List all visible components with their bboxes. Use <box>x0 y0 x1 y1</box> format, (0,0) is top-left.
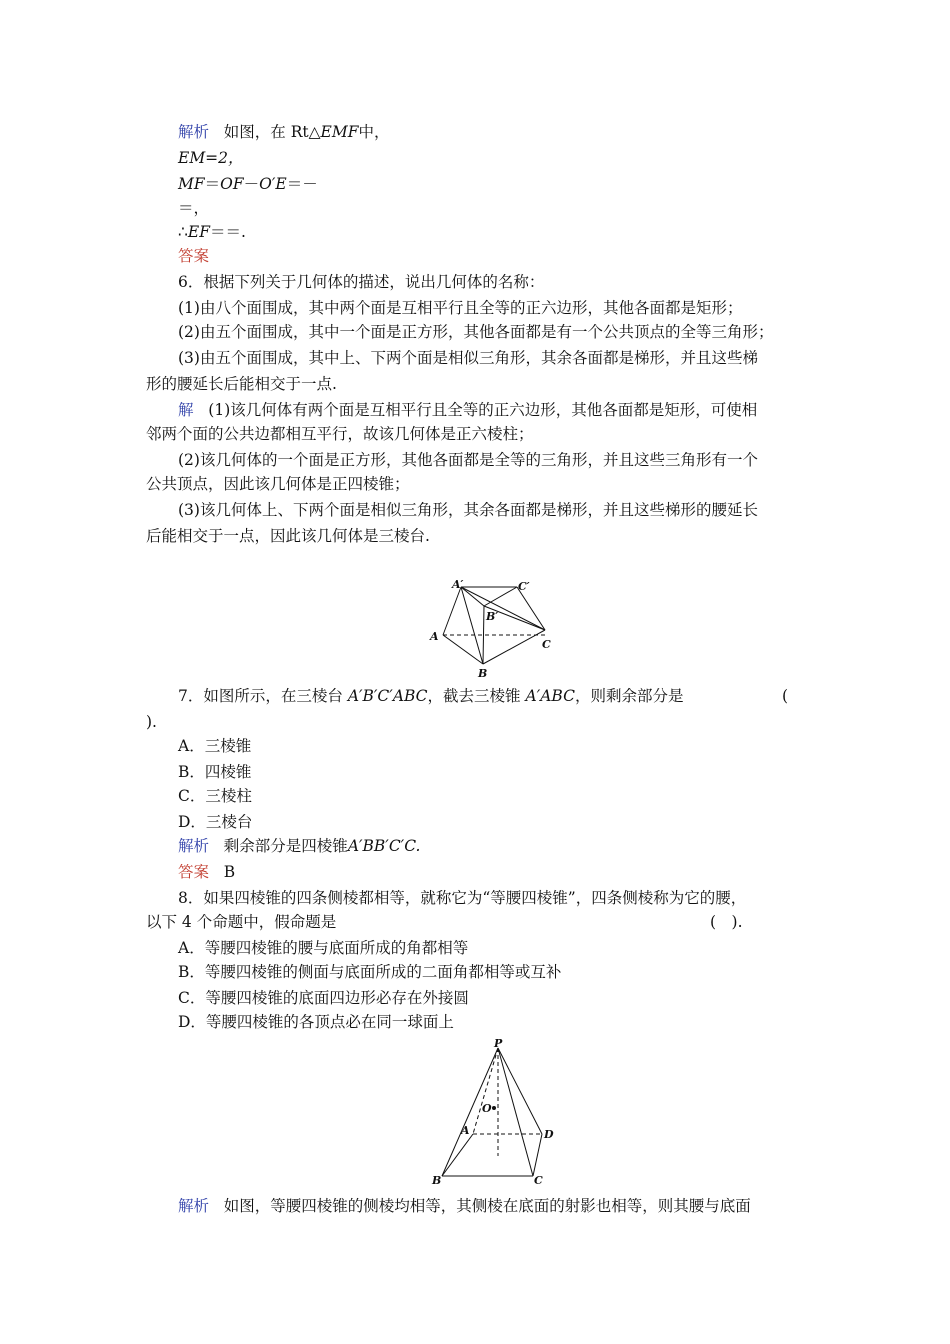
q8-option-d: D．等腰四棱锥的各顶点必在同一球面上 <box>178 1013 454 1031</box>
q8-stem-a: 8．如果四棱锥的四条侧棱都相等，就称它为“等腰四棱锥”，四条侧棱称为它的腰， <box>178 889 747 907</box>
solution-line-3 <box>178 174 318 194</box>
label-A: A <box>461 1124 470 1137</box>
text: ，则剩余部分是 <box>574 687 684 705</box>
label-C: C <box>534 1174 543 1187</box>
q7-option-c: C．三棱柱 <box>178 787 252 805</box>
edge <box>517 587 545 630</box>
label-B: B <box>432 1174 442 1187</box>
q8-option-c: C．等腰四棱锥的底面四边形必存在外接圆 <box>178 989 469 1007</box>
label-C-prime: C′ <box>518 580 530 593</box>
text: A′B′C′ABC <box>347 687 428 705</box>
answer-value: B <box>223 863 236 881</box>
label-C: C <box>542 638 551 651</box>
answer-label: 答案 <box>178 863 210 881</box>
text: 如图，在 Rt△ <box>223 123 321 141</box>
text: 剩余部分是四棱锥 <box>223 837 348 855</box>
q7-stem <box>178 686 683 706</box>
text: MF <box>178 175 205 193</box>
text: ∴ <box>178 223 188 241</box>
q7-option-d: D．三棱台 <box>178 813 253 831</box>
q6-solution-2b: 公共顶点，因此该几何体是正四棱锥； <box>146 475 410 493</box>
edge <box>461 587 545 630</box>
label-D: D <box>544 1128 554 1141</box>
q7-answer <box>178 862 235 882</box>
hidden-edge <box>473 1048 498 1134</box>
q6-solution-3a: (3)该几何体上、下两个面是相似三角形，其余各面都是梯形，并且这些梯形的腰延长 <box>178 501 758 519</box>
edge <box>461 587 483 664</box>
label-P: P <box>494 1037 503 1050</box>
jiexi-label: 解析 <box>178 1197 210 1215</box>
edge <box>533 1134 542 1176</box>
q7-paren-open: ( <box>782 687 789 705</box>
text: ＝－ <box>286 175 318 193</box>
q7-option-a: A．三棱锥 <box>178 737 252 755</box>
text: EMF <box>320 123 359 141</box>
q8-stem-b: 以下 4 个命题中，假命题是 <box>146 913 337 931</box>
solution-line-4: ＝， <box>178 199 210 217</box>
label-B-prime: B′ <box>486 610 499 623</box>
q8-option-a: A．等腰四棱锥的腰与底面所成的角都相等 <box>178 939 469 957</box>
solution-line-2: EM=2， <box>178 149 244 167</box>
q6-solution-2a: (2)该几何体的一个面是正方形，其他各面都是全等的三角形，并且这些三角形有一个 <box>178 451 758 469</box>
frustum-figure <box>428 578 558 680</box>
solution-line-1 <box>178 122 390 142</box>
pyramid-figure <box>430 1038 560 1188</box>
q7-solution <box>178 836 420 856</box>
text: A′ABC <box>525 687 575 705</box>
edge <box>443 587 461 635</box>
jiexi-label: 解析 <box>178 123 210 141</box>
text: ＝＝. <box>209 223 246 241</box>
answer-label: 答案 <box>178 247 210 265</box>
q6-item-3b: 形的腰延长后能相交于一点. <box>146 375 337 393</box>
text: EF <box>187 223 210 241</box>
q8-paren: ( ). <box>710 913 743 931</box>
label-B: B <box>478 667 488 680</box>
q6-item-1: (1)由八个面围成，其中两个面是互相平行且全等的正六边形，其他各面都是矩形； <box>178 299 743 317</box>
text: 如图，等腰四棱锥的侧棱均相等，其侧棱在底面的射影也相等，则其腰与底面 <box>223 1197 751 1215</box>
edge <box>484 587 517 606</box>
edge <box>498 1048 533 1176</box>
q6-solution-1a <box>178 400 757 420</box>
q6-solution-1b: 邻两个面的公共边都相互平行，故该几何体是正六棱柱； <box>146 425 534 443</box>
text: (1)该几何体有两个面是互相平行且全等的正六边形，其他各面都是矩形，可使相 <box>208 401 758 419</box>
label-O: O <box>482 1102 492 1115</box>
text: A′BB′C′C. <box>347 837 421 855</box>
text: ＝ <box>204 175 221 193</box>
edge <box>498 1048 542 1134</box>
jiexi-label: 解析 <box>178 837 210 855</box>
q7-option-b: B．四棱锥 <box>178 763 252 781</box>
q8-solution <box>178 1196 751 1216</box>
q6-item-2: (2)由五个面围成，其中一个面是正方形，其他各面都是有一个公共顶点的全等三角形； <box>178 323 774 341</box>
text: 中， <box>358 123 390 141</box>
solution-label: 解 <box>178 401 194 419</box>
edge <box>443 635 483 664</box>
q8-option-b: B．等腰四棱锥的侧面与底面所成的二面角都相等或互补 <box>178 963 562 981</box>
label-A-prime: A′ <box>452 578 464 591</box>
q6-item-3a: (3)由五个面围成，其中上、下两个面是相似三角形，其余各面都是梯形，并且这些梯 <box>178 349 758 367</box>
center-point <box>492 1106 496 1110</box>
text: OF <box>220 175 244 193</box>
label-A: A <box>430 630 439 643</box>
q6-stem: 6．根据下列关于几何体的描述，说出几何体的名称： <box>178 273 545 291</box>
solution-line-5 <box>178 222 246 242</box>
q6-solution-3b: 后能相交于一点，因此该几何体是三棱台. <box>146 527 430 545</box>
text: O′E <box>259 175 287 193</box>
text: ，截去三棱锥 <box>427 687 521 705</box>
text: － <box>243 175 260 193</box>
text: 7．如图所示，在三棱台 <box>178 687 343 705</box>
q7-paren-close: ). <box>146 713 157 731</box>
edge <box>483 606 484 664</box>
